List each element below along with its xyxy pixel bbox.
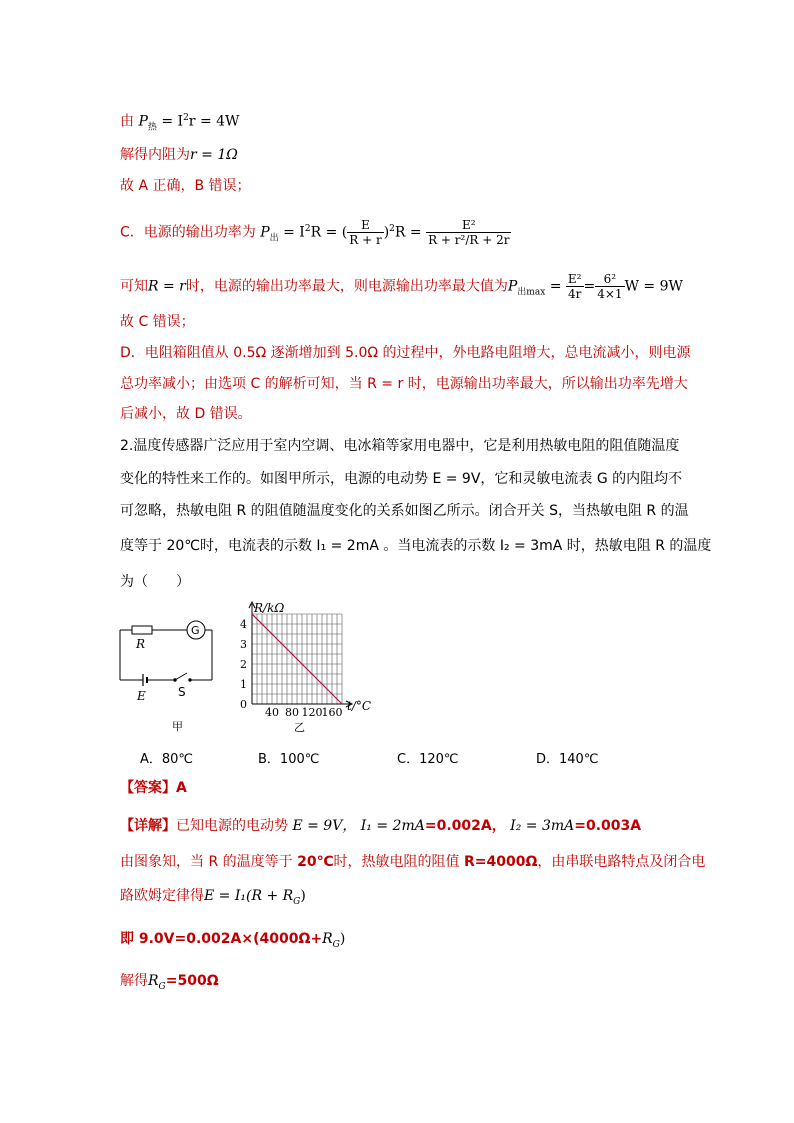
question-line-5: 为（ ） bbox=[120, 574, 190, 590]
option-d-analysis-3: 后减小，故 D 错误。 bbox=[120, 406, 252, 422]
galvanometer-label: G bbox=[191, 624, 200, 637]
fraction: $\frac{\text{E²}}{4r}$ bbox=[567, 272, 582, 301]
y-tick-label: 0 bbox=[240, 698, 247, 711]
question-line-3: 可忽略，热敏电阻 R 的阻值随温度变化的关系如图乙所示。闭合开关 S，当热敏电阻 R 的温 bbox=[120, 503, 689, 519]
circuit-caption: 甲 bbox=[172, 720, 183, 732]
internal-resistance-line: 解得内阻为r = 1Ω bbox=[120, 147, 238, 163]
option-d-analysis-2: 总功率减小；由选项 C 的解析可知，当 R = r 时，电源输出功率最大，所以输出功率先增大 bbox=[120, 376, 688, 392]
detail-line-1: 【详解】已知电源的电动势 E = 9V， I₁ = 2mA=0.002A， I₂ = 3mA=0.003A bbox=[120, 818, 642, 834]
switch-label: S bbox=[178, 685, 186, 699]
x-tick-label: 40 bbox=[265, 706, 279, 719]
battery-label: E bbox=[137, 689, 146, 703]
y-axis-label: R/kΩ bbox=[254, 601, 285, 615]
equation-heat-power: 由 $P_热 = I^2r = 4W$ bbox=[120, 113, 240, 133]
x-tick-label: 120 bbox=[301, 706, 323, 719]
fraction: $\frac{E}{R + r}$ bbox=[349, 218, 382, 247]
option-b[interactable]: B．100℃ bbox=[258, 752, 320, 767]
x-tick-label: 160 bbox=[321, 706, 343, 719]
option-c[interactable]: C．120℃ bbox=[397, 752, 459, 767]
question-line-4: 度等于 20℃时，电流表的示数 I₁ = 2mA 。当电流表的示数 I₂ = 3mA 时，热敏电阻 R 的温度 bbox=[120, 538, 712, 554]
graph-caption: 乙 bbox=[294, 721, 305, 734]
option-d-analysis-1: D．电阻箱阻值从 0.5Ω 逐渐增加到 5.0Ω 的过程中，外电路电阻增大，总电流减小，则电源 bbox=[120, 345, 691, 361]
fraction: $\frac{\text{6²}}{4\times 1}$ bbox=[597, 272, 623, 301]
max-output-power-line: 可知R = r时，电源的输出功率最大，则电源输出功率最大值为$P_{出max}$ = $\frac{\text{E²}}{4r}$ = $\frac{\text{6²}}{4\times 1}$ W = 9W bbox=[120, 272, 683, 301]
detail-line-5: 解得$R_G=500\Omega$ bbox=[120, 973, 219, 992]
x-tick-label: 80 bbox=[285, 706, 299, 719]
question-line-1: 2.温度传感器广泛应用于室内空调、电冰箱等家用电器中，它是利用热敏电阻的阻值随温度 bbox=[120, 438, 680, 454]
x-axis-label: t/°C bbox=[347, 699, 372, 713]
option-d[interactable]: D．140℃ bbox=[536, 752, 599, 767]
y-tick-label: 2 bbox=[240, 658, 247, 671]
y-tick-label: 4 bbox=[240, 618, 247, 631]
circuit-diagram bbox=[112, 612, 222, 732]
resistance-temperature-graph bbox=[232, 598, 382, 738]
resistor-label: R bbox=[136, 637, 146, 651]
question-line-2: 变化的特性来工作的。如图甲所示，电源的电动势 E = 9V，它和灵敏电流表 G 的内阻均不 bbox=[120, 471, 683, 487]
graph-axes bbox=[249, 602, 352, 707]
y-tick-label: 1 bbox=[240, 678, 247, 691]
y-tick-label: 3 bbox=[240, 638, 247, 651]
detail-line-2: 由图象知，当 R 的温度等于 20℃时，热敏电阻的阻值 R=4000Ω，由串联电路特点及闭合电 bbox=[120, 854, 706, 870]
answer: 【答案】A bbox=[120, 780, 187, 796]
option-a[interactable]: A．80℃ bbox=[140, 752, 194, 767]
fraction: $\frac{\text{E²}}{\text{R + r²/R + 2r}}$ bbox=[428, 218, 510, 247]
conclusion-ab: 故 A 正确，B 错误； bbox=[120, 178, 251, 194]
detail-line-3: 路欧姆定律得$E = I_1(R + R_G)$ bbox=[120, 888, 306, 907]
detail-line-4: 即 $9.0V=0.002A\times(4000\Omega+R_G)$ bbox=[120, 931, 346, 950]
conclusion-c: 故 C 错误； bbox=[120, 314, 195, 330]
output-power-equation: C．电源的输出功率为 $P_出 = I^2R$ = ( $\frac{E}{R + r}$ )$^2$R = $\frac{\text{E²}}{\text{R + r²/R + 2r}}$ bbox=[120, 218, 510, 247]
